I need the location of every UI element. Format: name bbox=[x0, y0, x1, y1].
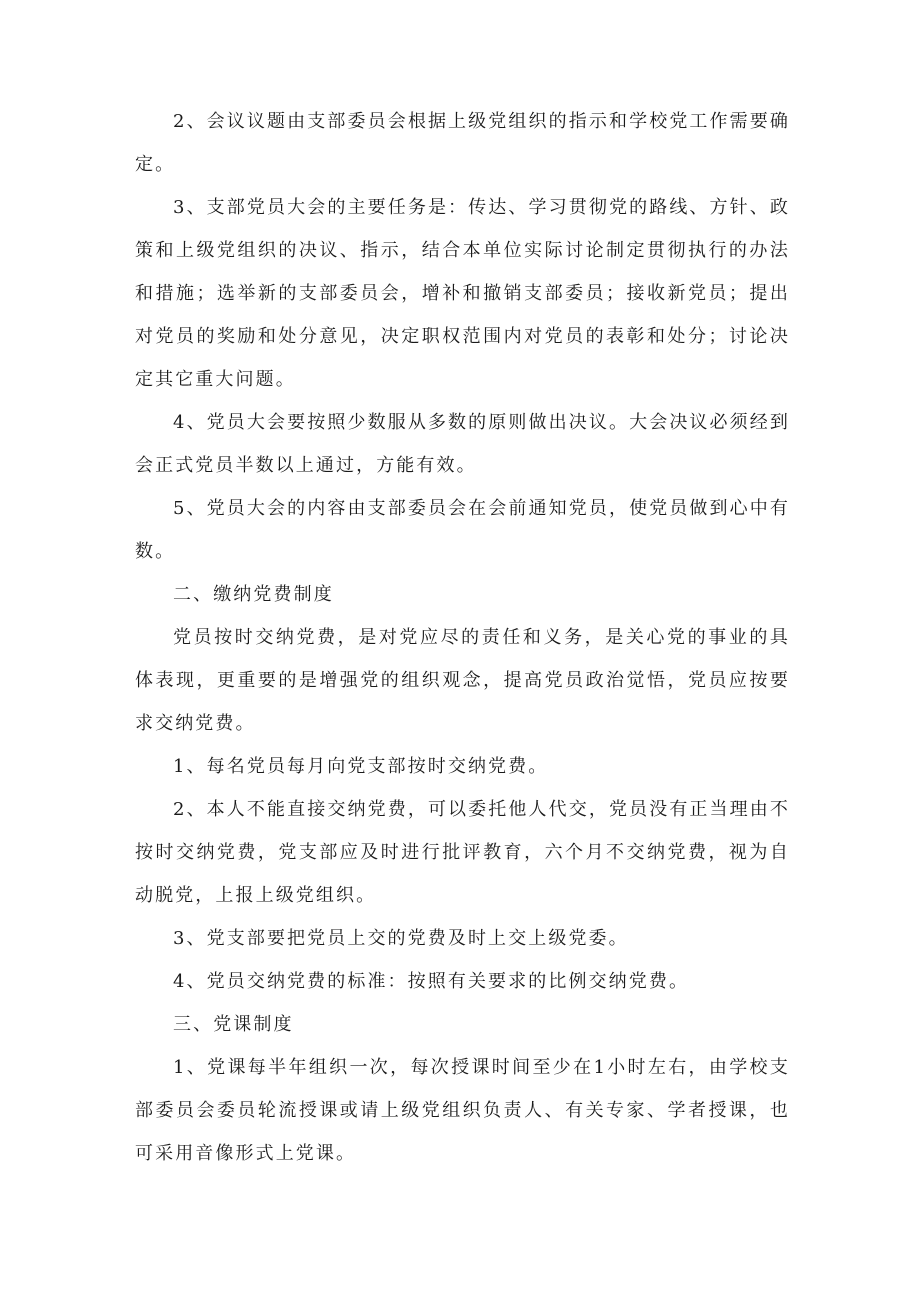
document-body bbox=[135, 100, 790, 1175]
paragraph-meeting-topics: 2、会议议题由支部委员会根据上级党组织的指示和学校党工作需要确定。 bbox=[135, 111, 790, 175]
paragraph-general-meeting-tasks: 3、支部党员大会的主要任务是：传达、学习贯彻党的路线、方针、政策和上级党组织的决议、指示，结合本单位实际讨论制定贯彻执行的办法和措施；选举新的支部委员会，增补和撤销支部委员；接收新党员；提出对党员的奖励和处分意见，决定职权范围内对党员的表彰和处分；讨论决定其它重大问题。 bbox=[135, 197, 790, 390]
paragraph-lecture-schedule: 1、党课每半年组织一次，每次授课时间至少在1小时左右，由学校支部委员会委员轮流授课或请上级党组织负责人、有关专家、学者授课，也可采用音像形式上党课。 bbox=[135, 1057, 790, 1164]
section-heading-party-lecture: 三、党课制度 bbox=[173, 1014, 294, 1035]
paragraph-majority-rule: 4、党员大会要按照少数服从多数的原则做出决议。大会决议必须经到会正式党员半数以上通过，方能有效。 bbox=[135, 412, 790, 476]
paragraph-dues-monthly: 1、每名党员每月向党支部按时交纳党费。 bbox=[173, 756, 549, 777]
paragraph-dues-proxy: 2、本人不能直接交纳党费，可以委托他人代交，党员没有正当理由不按时交纳党费，党支部应及时进行批评教育，六个月不交纳党费，视为自动脱党，上报上级党组织。 bbox=[135, 799, 790, 906]
paragraph-meeting-notice: 5、党员大会的内容由支部委员会在会前通知党员，使党员做到心中有数。 bbox=[135, 498, 790, 562]
paragraph-dues-standard: 4、党员交纳党费的标准：按照有关要求的比例交纳党费。 bbox=[173, 971, 690, 992]
section-heading-party-dues: 二、缴纳党费制度 bbox=[173, 584, 334, 605]
paragraph-dues-intro: 党员按时交纳党费，是对党应尽的责任和义务，是关心党的事业的具体表现，更重要的是增强党的组织观念，提高党员政治觉悟，党员应按要求交纳党费。 bbox=[135, 627, 790, 734]
paragraph-dues-submission: 3、党支部要把党员上交的党费及时上交上级党委。 bbox=[173, 928, 629, 949]
